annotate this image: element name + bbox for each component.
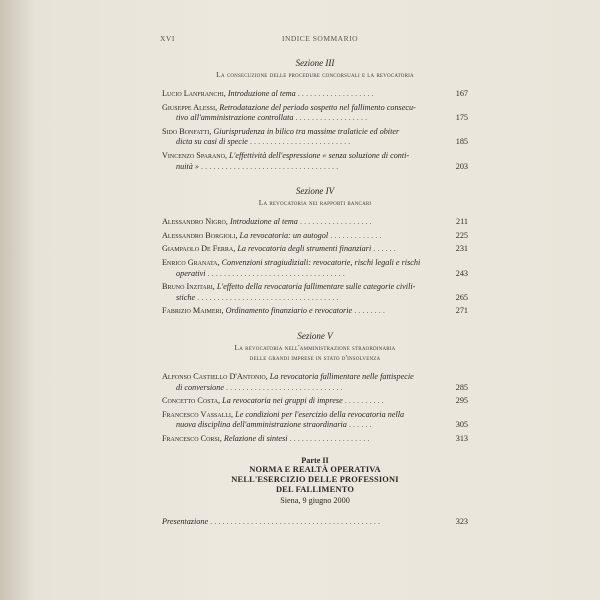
dot-leader: . . . . . . . . . .	[344, 396, 384, 406]
entry-title: La revocatoria nei gruppi di imprese	[222, 396, 343, 406]
toc-entry: Francesco Corsi, Relazione di sintesi . . . . . . . . . . . . . . . . . . . . 313	[162, 433, 468, 443]
entry-title: L'effetto della revocatoria fallimentare sulle categorie civili-	[216, 282, 416, 292]
entry-title: Presentazione	[162, 517, 209, 527]
section-label: Sezione V	[297, 330, 333, 341]
entry-author: Concetto Costa	[162, 396, 219, 406]
dot-leader: . . . . . . . .	[354, 306, 385, 316]
entry-page: 271	[455, 306, 468, 316]
entry-page: 285	[455, 382, 468, 392]
entry-page: 305	[455, 420, 468, 430]
entry-title: Relazione di sintesi	[223, 433, 288, 443]
entry-author: Vincenzo Sparano	[162, 150, 225, 160]
toc-entry: Giampaolo De Ferra, La revocatoria degli strumenti finanziari . . . . . . 231	[162, 244, 468, 254]
entry-title: operativi	[176, 268, 206, 278]
toc-entry: Alessandro Nigro, Introduzione al tema . . . . . . . . . . . . . . . . . . 211	[162, 217, 468, 227]
entry-page: 167	[455, 89, 468, 98]
entry-author: Francesco Corsi	[162, 433, 220, 443]
part-place-date: Siena, 9 giugno 2000	[280, 496, 350, 506]
toc-entry: Concetto Costa, La revocatoria nei gruppi di imprese . . . . . . . . . . 295	[162, 396, 468, 406]
toc-entry: Enrico Granata, Convenzioni stragiudiziali: revocatorie, rischi legali e rischi operativi . . . . . . . . . . . . . . . . . . . . . . . . . . . . . . . . . . 243	[162, 257, 468, 278]
entry-page: 175	[455, 113, 468, 123]
part-title-line: NELL'ESERCIZIO DELLE PROFESSIONI	[231, 475, 399, 485]
part-title-line: NORMA E REALTÀ OPERATIVA	[249, 465, 381, 475]
entry-author: Alessandro Nigro	[162, 217, 226, 227]
dot-leader: . . . . . . . . . . . . . . . . . . . . . . . . . . . . .	[226, 382, 343, 392]
entry-author: Alfonso Castiello D'Antonio	[162, 371, 266, 381]
dot-leader: . . . . . . . . . . . . . . . . . . . .	[289, 433, 370, 443]
running-title: INDICE SOMMARIO	[281, 34, 359, 43]
toc-entry: Francesco Vassalli, Le condizioni per l'esercizio della revocatoria nella nuova disciplina dell'amministrazione straordinaria . . . . . . 305	[162, 409, 468, 430]
entry-page: 231	[455, 244, 468, 254]
entry-page: 265	[455, 292, 468, 302]
toc-entry: Fabrizio Maimeri, Ordinamento finanziario e revocatorie . . . . . . . . 271	[162, 306, 468, 316]
entry-author: Francesco Vassalli	[162, 409, 232, 419]
entry-title: nuova disciplina dell'amministrazione straordinaria	[176, 420, 347, 430]
entry-author: Sido Bonfatti	[162, 126, 210, 136]
entry-title: Introduzione al tema	[227, 89, 296, 98]
entry-page: 313	[455, 433, 468, 443]
entry-author: Giuseppe Alessi	[162, 102, 216, 112]
toc-entry: Vincenzo Sparano, L'effettività dell'espressione « senza soluzione di conti- nuità » . . . . . . . . . . . . . . . . . . . . . . . . . . . . . . . . . . 203	[162, 150, 468, 171]
dot-leader: . . . . . . . . . . . . . . . . . . . . . . . . . . . . . . . . . . . . . . . . . .	[210, 517, 381, 527]
entry-title: La revocatoria degli strumenti finanziari	[237, 244, 372, 254]
entry-author: Fabrizio Maimeri	[162, 306, 222, 316]
dot-leader: . . . . . . . . . . . . . . . . . .	[299, 217, 372, 227]
entry-title: di conversione	[176, 382, 224, 392]
page-number: XVI	[160, 34, 175, 43]
dot-leader: . . . . . . . . . . . . . . . . . . . . . . . . . . . . . . . . . . .	[197, 292, 339, 302]
dot-leader: . . . . . . . . . . . . . . . . . . .	[297, 89, 374, 98]
entry-title: Convenzioni stragiudiziali: revocatorie, rischi legali e rischi	[221, 257, 421, 267]
dot-leader: . . . . . . . . . . . . . . . . . . . . . . . . .	[249, 137, 351, 147]
toc-entry: Lucio Lanfranchi, Introduzione al tema . . . . . . . . . . . . . . . . . . . 167	[162, 89, 468, 98]
entry-page: 295	[455, 396, 468, 406]
table-of-contents	[162, 50, 468, 531]
part-number: Parte II	[301, 456, 329, 466]
section-title: La revocatoria nell'amministrazione straordinaria delle grandi imprese in stato d'insolvenza	[234, 342, 396, 362]
entry-page: 323	[455, 517, 468, 527]
entry-title: stiche	[176, 292, 196, 302]
entry-page: 211	[456, 217, 468, 227]
part-title-line: DEL FALLIMENTO	[275, 485, 355, 495]
part-heading	[162, 456, 468, 505]
section-label: Sezione IV	[295, 186, 335, 197]
entry-page: 203	[455, 161, 468, 171]
entry-author: Alessandro Borgioli	[162, 230, 236, 240]
section-title: La revocatoria nei rapporti bancari	[258, 198, 372, 208]
entry-author: Bruno Inzitari	[162, 282, 213, 292]
entry-title: tivo all'amministrazione controllata	[176, 113, 294, 123]
entry-title: nuità »	[176, 161, 199, 171]
dot-leader: . . . . . .	[373, 244, 396, 254]
dot-leader: . . . . . .	[348, 420, 372, 430]
entry-title: Le condizioni per l'esercizio della revocatoria nella	[235, 409, 405, 419]
dot-leader: . . . . . . . . . . . . . . . . . . . . . . . . . . . . . . . . . .	[201, 161, 339, 171]
entry-author: Lucio Lanfranchi	[162, 89, 224, 98]
toc-entry: Alessandro Borgioli, La revocatoria: un autogol . . . . . . . . . . . . . 225	[162, 230, 468, 240]
toc-entry: Alfonso Castiello D'Antonio, La revocatoria fallimentare nelle fattispecie di conversione . . . . . . . . . . . . . . . . . . . . . . . . . . . . . 285	[162, 371, 468, 392]
toc-entry: Giuseppe Alessi, Retrodatazione del periodo sospetto nel fallimento consecu- tivo all'amministrazione controllata . . . . . . . . . . . . . . . . . . 175	[162, 102, 468, 123]
toc-entry: Sido Bonfatti, Giurisprudenza in bilico tra massime tralaticie ed obiter dicta su casi di specie . . . . . . . . . . . . . . . . . . . . . . . . . 185	[162, 126, 468, 147]
dot-leader: . . . . . . . . . . . . . . . . . .	[295, 113, 368, 123]
entry-title: L'effettività dell'espressione « senza soluzione di conti-	[229, 150, 410, 160]
dot-leader: . . . . . . . . . . . . .	[330, 230, 382, 240]
entry-title: Ordinamento finanziario e revocatorie	[225, 306, 353, 316]
entry-page: 185	[455, 137, 468, 147]
entry-author: Giampaolo De Ferra	[162, 244, 234, 254]
entry-title: dicta su casi di specie	[176, 137, 248, 147]
section-label: Sezione III	[295, 58, 335, 68]
entry-author: Enrico Granata	[162, 257, 218, 267]
entry-title: La revocatoria: un autogol	[239, 230, 329, 240]
entry-title: La revocatoria fallimentare nelle fattispecie	[269, 371, 414, 381]
toc-entry	[162, 517, 468, 528]
entry-page: 225	[455, 230, 468, 240]
entry-page: 243	[455, 268, 468, 278]
section-title: La consecuzione delle procedure concorsuali e la revocatoria	[216, 70, 414, 79]
entry-title: Introduzione al tema	[229, 217, 298, 227]
dot-leader: . . . . . . . . . . . . . . . . . . . . . . . . . . . . . . . . . .	[207, 268, 345, 278]
entry-title: Giurisprudenza in bilico tra massime tralaticie ed obiter	[213, 126, 400, 136]
toc-entry: Bruno Inzitari, L'effetto della revocatoria fallimentare sulle categorie civili- stiche . . . . . . . . . . . . . . . . . . . . . . . . . . . . . . . . . . . 265	[162, 282, 468, 302]
entry-title: Retrodatazione del periodo sospetto nel fallimento consecu-	[219, 102, 416, 112]
